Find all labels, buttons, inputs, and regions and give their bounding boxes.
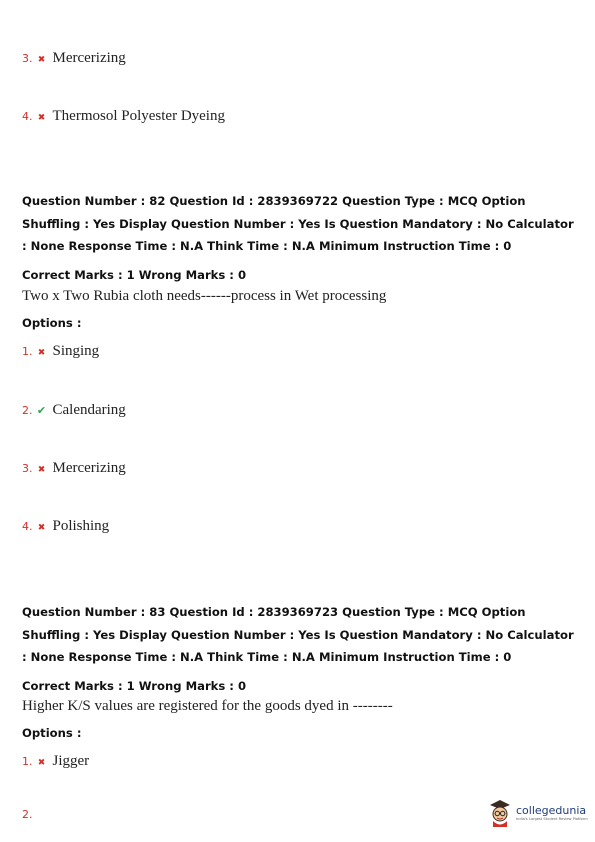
option-text: Polishing — [52, 518, 110, 534]
option-text: Singing — [52, 343, 100, 359]
option-text: Jigger — [52, 753, 90, 769]
option-item — [22, 343, 99, 360]
options-label: Options : — [22, 726, 82, 740]
option-item — [22, 460, 126, 477]
option-number: 4. — [22, 520, 33, 533]
check-icon: ✔ — [36, 404, 47, 417]
option-item — [22, 518, 109, 535]
option-number: 1. — [22, 755, 33, 768]
option-item — [22, 108, 225, 125]
options-label: Options : — [22, 316, 82, 330]
question-marks: Correct Marks : 1 Wrong Marks : 0 — [22, 268, 247, 282]
question-text: Higher K/S values are registered for the goods dyed in -------- — [22, 698, 393, 714]
option-text: Calendaring — [52, 402, 126, 418]
option-text: Mercerizing — [52, 460, 126, 476]
option-number: 2. — [22, 808, 33, 821]
option-number: 2. — [22, 404, 33, 417]
option-item — [22, 402, 126, 419]
option-number: 4. — [22, 110, 33, 123]
option-item — [22, 753, 89, 770]
cross-icon: ✖ — [37, 113, 46, 123]
logo-wordmark: collegedunia — [516, 803, 587, 817]
question-marks: Correct Marks : 1 Wrong Marks : 0 — [22, 679, 247, 693]
mascot-icon — [487, 797, 513, 827]
cross-icon: ✖ — [37, 758, 46, 768]
logo-tagline: India's Largest Student Review Platform — [516, 816, 588, 821]
question-text: Two x Two Rubia cloth needs------process in Wet processing — [22, 288, 387, 304]
option-text: Mercerizing — [52, 50, 126, 66]
cross-icon: ✖ — [37, 523, 46, 533]
collegedunia-logo — [487, 797, 588, 827]
option-text: Thermosol Polyester Dyeing — [52, 108, 225, 124]
question-meta: Question Number : 82 Question Id : 2839369722 Question Type : MCQ Option Shuffling : Yes Display Question Number : Yes Is Question Mandatory : No Calculator : None Response Time : N.A Think Time : N.A Minimum Instruction Time : 0 — [22, 194, 574, 253]
option-item — [22, 50, 126, 67]
cross-icon: ✖ — [37, 55, 46, 65]
option-number: 1. — [22, 345, 33, 358]
option-number: 3. — [22, 462, 33, 475]
cross-icon: ✖ — [37, 348, 46, 358]
option-number: 3. — [22, 52, 33, 65]
option-item — [22, 808, 33, 821]
cross-icon: ✖ — [37, 465, 46, 475]
question-meta: Question Number : 83 Question Id : 2839369723 Question Type : MCQ Option Shuffling : Yes Display Question Number : Yes Is Question Mandatory : No Calculator : None Response Time : N.A Think Time : N.A Minimum Instruction Time : 0 — [22, 605, 574, 664]
